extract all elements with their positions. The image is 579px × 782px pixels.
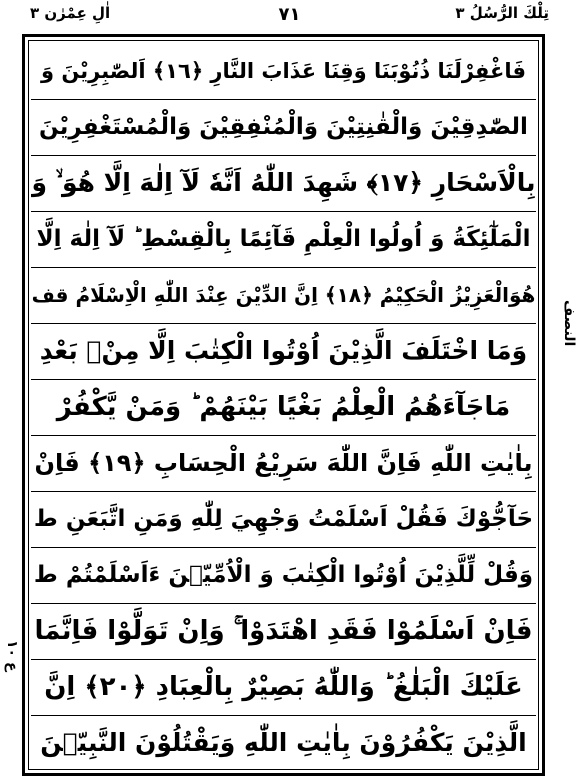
text-line: عَلَيْكَ الْبَلٰغُ ؕ وَاللّٰهُ بَصِيْرٌ بِالْعِبَادِ ﴿٢٠﴾ اِنَّ [31, 659, 536, 716]
text-line: بِالْاَسْحَارِ ﴿١٧﴾ شَهِدَ اللّٰهُ اَنَّهٗ لَآ اِلٰهَ اِلَّا هُوَ ۙ وَ [31, 155, 536, 212]
page-header [0, 0, 579, 34]
text-frame [22, 34, 545, 776]
margin-marker-right: النصف [561, 300, 577, 347]
text-line: وَمَا اخْتَلَفَ الَّذِيْنَ اُوْتُوا الْكِتٰبَ اِلَّا مِنْۢ بَعْدِ [31, 323, 536, 380]
text-line: وَقُلْ لِّلَّذِيْنَ اُوْتُوا الْكِتٰبَ وَ الْاُمِّيّٖنَ ءَاَسْلَمْتُمْ ط [31, 547, 536, 604]
text-line: هُوَالْعَزِيْزُ الْحَكِيْمُ ﴿١٨﴾ اِنَّ الدِّيْنَ عِنْدَ اللّٰهِ الْاِسْلَامُ قف [31, 267, 536, 324]
text-line: الصّٰدِقِيْنَ وَالْقٰنِتِيْنَ وَالْمُنْفِقِيْنَ وَالْمُسْتَغْفِرِيْنَ [31, 99, 536, 156]
page-number: ٧١ [278, 4, 301, 25]
text-line: الْمَلٰٓئِكَةُ وَ اُولُوا الْعِلْمِ قَآئِمًا بِالْقِسْطِ ؕ لَآ اِلٰهَ اِلَّا [31, 211, 536, 268]
text-line: مَاجَآءَهُمُ الْعِلْمُ بَغْيًا بَيْنَهُمْ ؕ وَمَنْ يَّكْفُرْ [31, 379, 536, 436]
text-line: بِاٰيٰتِ اللّٰهِ فَاِنَّ اللّٰهَ سَرِيْعُ الْحِسَابِ ﴿١٩﴾ فَاِنْ [31, 435, 536, 492]
text-line: فَاِنْ اَسْلَمُوْا فَقَدِ اهْتَدَوْا ۚ وَاِنْ تَوَلَّوْا فَاِنَّمَا [31, 603, 536, 660]
text-line: الَّذِيْنَ يَكْفُرُوْنَ بِاٰيٰتِ اللّٰهِ وَيَقْتُلُوْنَ النَّبِيّٖنَ [40, 728, 527, 757]
text-line: فَاغْفِرْلَنَا ذُنُوْبَنَا وَقِنَا عَذَابَ النَّارِ ﴿١٦﴾ اَلصّٰبِرِيْنَ وَ [31, 43, 536, 100]
para-name: تِلْكَ الرُّسُلُ ٣ [455, 4, 549, 22]
text-line: حَآجُّوْكَ فَقُلْ اَسْلَمْتُ وَجْهِيَ لِلّٰهِ وَمَنِ اتَّبَعَنِ ط [31, 491, 536, 548]
margin-marker-left: ع ١٠ [4, 640, 20, 672]
surah-name: اٰلِ عِمْرٰن ٣ [30, 4, 111, 22]
